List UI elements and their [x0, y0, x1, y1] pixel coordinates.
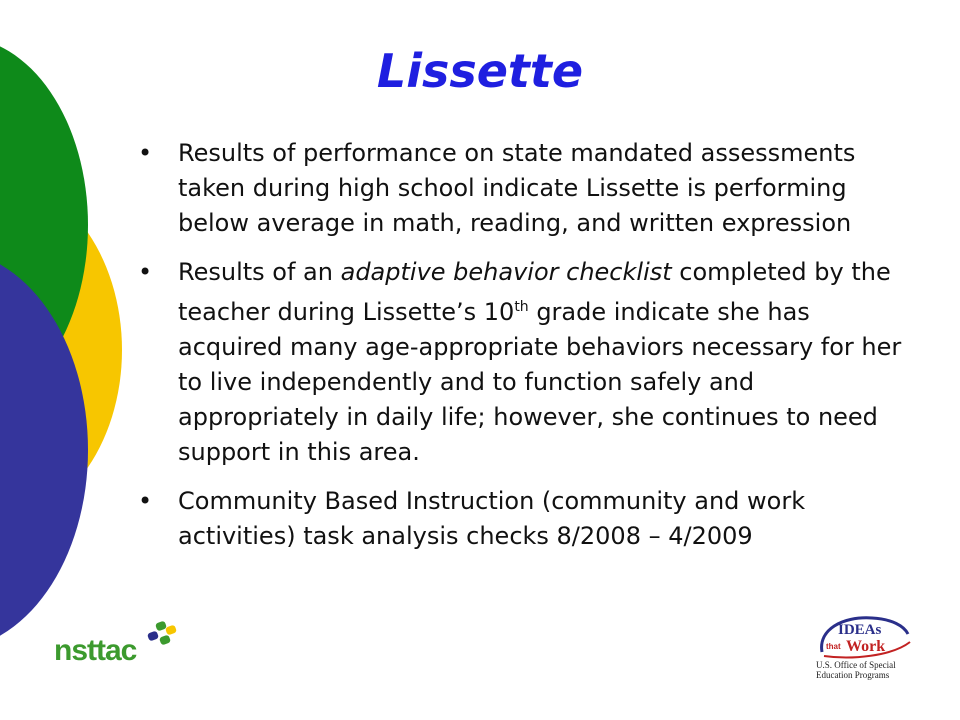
nsttac-logo-mark-icon — [142, 620, 182, 660]
nsttac-logo-text: nsttac — [54, 634, 137, 667]
bullet-item — [136, 136, 916, 241]
work-text: Work — [846, 638, 886, 655]
slide-title: Lissette — [376, 44, 584, 98]
bullet-list — [136, 136, 916, 568]
bullet-text: Results of performance on state mandated assessments taken during high school indicate Lissette is performing below average in math, reading, and written expression — [178, 139, 856, 237]
bullet-marker: • — [138, 258, 153, 286]
ordinal-superscript: th — [514, 299, 529, 315]
bullet-item — [136, 484, 916, 554]
bullet-text-part: completed by the teacher during Lissette’s 10 — [178, 258, 891, 326]
bullet-marker: • — [138, 139, 153, 167]
bullet-italic-text: adaptive behavior checklist — [340, 258, 672, 286]
ideas-that-work-logo — [812, 612, 916, 682]
bullet-marker: • — [138, 487, 153, 515]
that-text: that — [826, 642, 841, 651]
nsttac-logo — [54, 620, 184, 670]
bullet-text-part: grade indicate she has acquired many age-appropriate behaviors necessary for her to live independently and to function safely and appropriately in daily life; however, she continues to need support in this area. — [178, 298, 902, 466]
bullet-item — [136, 255, 916, 470]
bullet-text-part: Results of an — [178, 258, 341, 286]
bullet-text: Community Based Instruction (community and work activities) task analysis checks 8/2008 – 4/2009 — [178, 487, 806, 550]
osep-caption: U.S. Office of Special Education Programs — [816, 660, 896, 680]
ideas-text: IDEAs — [838, 622, 882, 638]
